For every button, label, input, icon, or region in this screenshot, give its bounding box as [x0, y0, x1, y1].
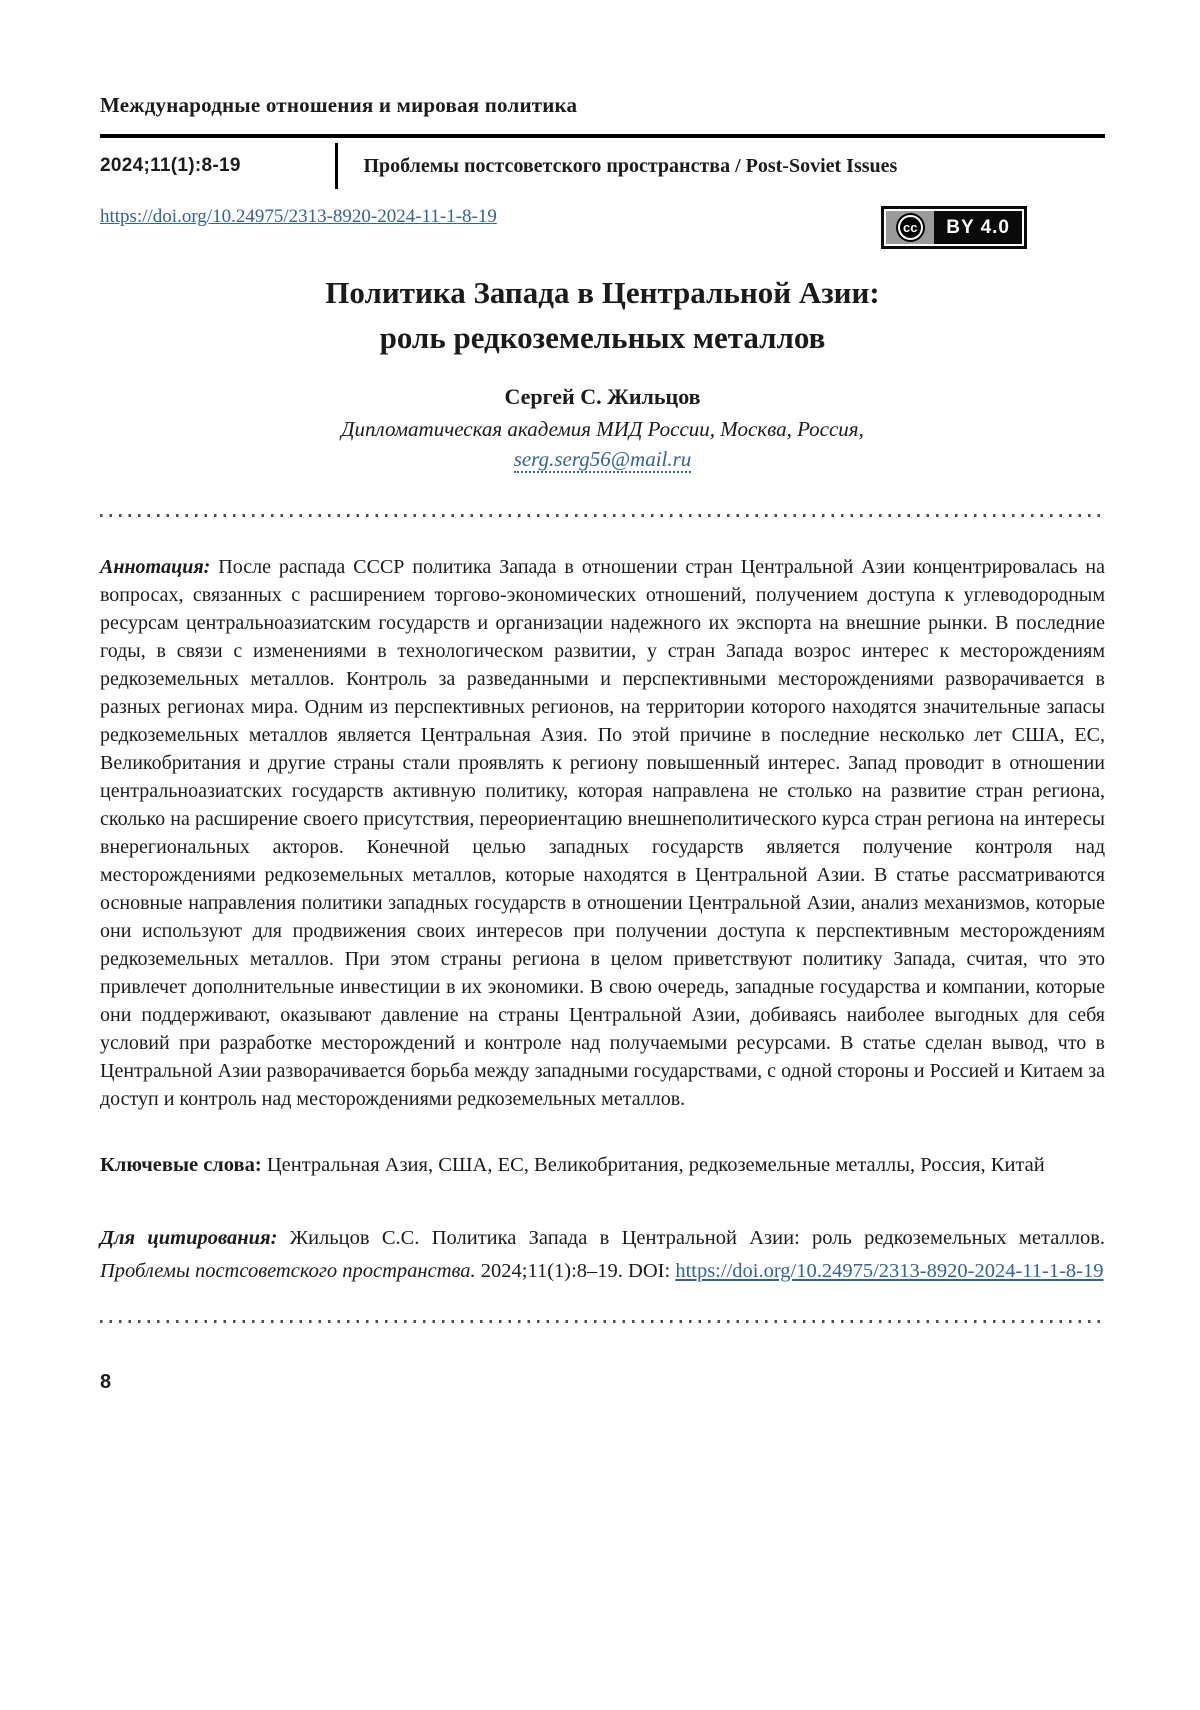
abstract-paragraph [100, 553, 1105, 1113]
issue-number: 2024;11(1):8-19 [100, 155, 241, 176]
content-column [100, 0, 1105, 1394]
cc-license-badge[interactable] [881, 206, 1027, 249]
citation-doi-link[interactable]: https://doi.org/10.24975/2313-8920-2024-11-1-8-19 [675, 1260, 1104, 1282]
dotted-separator-top [100, 514, 1105, 517]
doi-link[interactable]: https://doi.org/10.24975/2313-8920-2024-11-1-8-19 [100, 206, 497, 227]
cc-icon: cc [898, 215, 923, 240]
doi-row [100, 206, 1105, 254]
issue-row [100, 138, 1105, 194]
keywords-text: Центральная Азия, США, ЕС, Великобритания, редкоземельные металлы, Россия, Китай [266, 1154, 1045, 1176]
citation-paragraph [100, 1222, 1105, 1288]
journal-section-title: Международные отношения и мировая политика [100, 93, 578, 117]
page-number: 8 [100, 1371, 112, 1393]
author-name: Сергей С. Жильцов [504, 384, 701, 409]
cc-icon-holder [886, 211, 934, 244]
citation-journal-name: Проблемы постсоветского пространства. [100, 1260, 476, 1282]
author-affiliation: Дипломатическая академия МИД России, Москва, Россия, [341, 417, 864, 441]
abstract-label: Аннотация: [100, 556, 211, 578]
citation-text-after-journal: 2024;11(1):8–19. DOI: [480, 1260, 671, 1282]
journal-title: Проблемы постсоветского пространства / Post-Soviet Issues [363, 154, 898, 177]
keywords-label: Ключевые слова: [100, 1154, 262, 1176]
dotted-separator-bottom [100, 1320, 1105, 1323]
abstract-text: После распада СССР политика Запада в отношении стран Центральной Азии концентрировалась на вопросах, связанных с расширением торгово-экономических отношений, получением доступа к углеводородным ресурсам центральноазиатским государств и организации надежного их экспорта на внешние рынки. В последние годы, в связи с изменениями в технологическом развитии, у стран Запада возрос интерес к месторождениям редкоземельных металлов. Контроль за разведанными и перспективными месторождениями разворачивается в разных регионах мира. Одним из перспективных регионов, на территории которого находятся значительные запасы редкоземельных металлов является Центральная Азия. По этой причине в последние несколько лет США, ЕС, Великобритания и другие страны стали проявлять к региону повышенный интерес. Запад проводит в отношении центральноазиатских государств активную политику, которая направлена не столько на развитие стран региона, сколько на расширение своего присутствия, переориентацию внешнеполитического курса стран региона на интересы внерегиональных акторов. Конечной целью западных государств является получение контроля над месторождениями редкоземельных металлов, которые находятся в Центральной Азии. В статье рассматриваются основные направления политики западных государств в отношении Центральной Азии, анализ механизмов, которые они используют для продвижения своих интересов при получении доступа к перспективным месторождениям редкоземельных металлов. При этом страны региона в целом приветствуют политику Запада, считая, что это привлечет дополнительные инвестиции в их экономики. В свою очередь, западные государства и компании, которые они поддерживают, оказывают давление на страны Центральной Азии, добиваясь наиболее выгодных для себя условий при разработке месторождений и контроле над получаемыми ресурсами. В статье сделан вывод, что в Центральной Азии разворачивается борьба между западными государствами, с одной стороны и Россией и Китаем за доступ и контроль над месторождениями редкоземельных металлов. [100, 556, 1106, 1110]
article-title-line-1: Политика Запада в Центральной Азии: [325, 275, 880, 310]
article-title [100, 270, 1105, 360]
article-title-line-2: роль редкоземельных металлов [379, 320, 826, 355]
citation-label: Для цитирования: [100, 1227, 278, 1249]
email-line [100, 444, 1105, 474]
keywords-paragraph [100, 1149, 1105, 1182]
cc-license-label: BY 4.0 [934, 211, 1022, 244]
author-email-link[interactable]: serg.serg56@mail.ru [513, 447, 692, 471]
citation-text-before-journal: Жильцов С.С. Политика Запада в Центральной Азии: роль редкоземельных металлов. [289, 1227, 1106, 1249]
vertical-divider [335, 143, 338, 189]
